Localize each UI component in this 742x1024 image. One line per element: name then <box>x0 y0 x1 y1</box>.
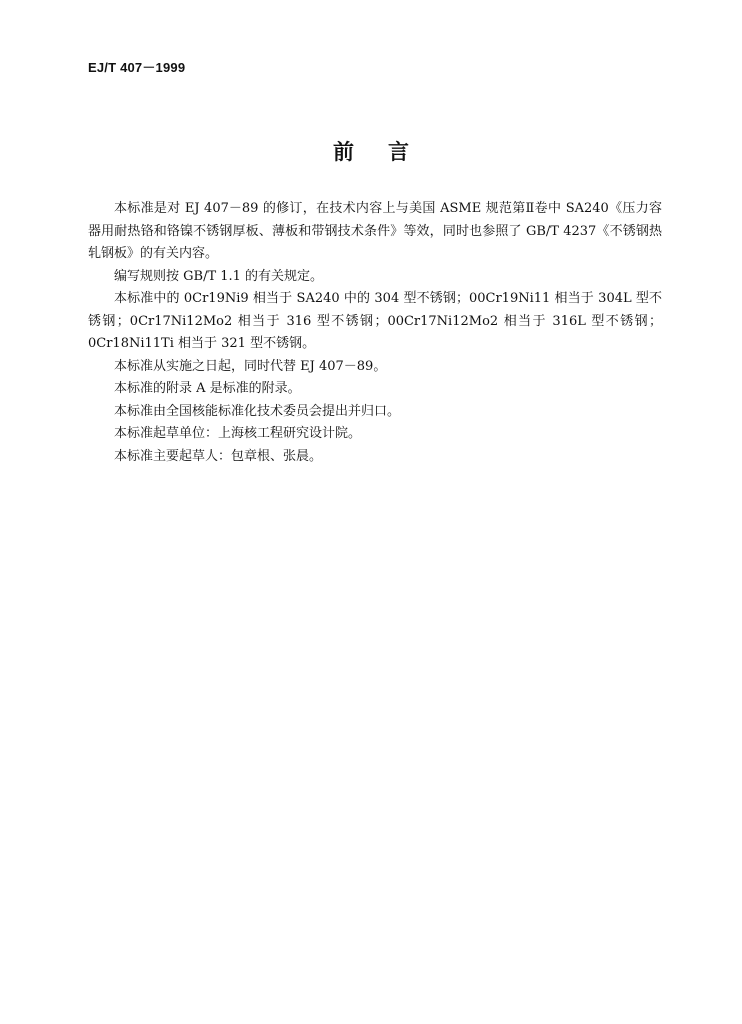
paragraph-drafters: 本标准主要起草人：包章根、张晨。 <box>114 448 323 464</box>
paragraph-drafting-unit: 本标准起草单位：上海核工程研究设计院。 <box>114 426 362 441</box>
paragraph-proposer: 本标准由全国核能标准化技术委员会提出并归口。 <box>114 403 401 419</box>
document-code: EJ/T 407－1999 <box>88 60 186 75</box>
paragraph-steel-equivalents: 本标准中的 0Cr19Ni9 相当于 SA240 中的 304 型不锈钢；00Cr19Ni11 相当于 304L 型不锈钢；0Cr17Ni12Mo2 相当于 316 型不锈钢；00Cr17Ni12Mo2 相当于 316L 型不锈钢；0Cr18Ni11Ti 相当于 321 型不锈钢。 <box>88 291 662 351</box>
paragraph-revision: 本标准是对 EJ 407－89 的修订，在技术内容上与美国 ASME 规范第Ⅱ卷中 SA240《压力容器用耐热铬和铬镍不锈钢厚板、薄板和带钢技术条件》等效，同时也参照了 GB/T 4237《不锈钢热轧钢板》的有关内容。 <box>88 201 662 261</box>
page-title: 前言 <box>333 140 443 164</box>
paragraph-replacement: 本标准从实施之日起，同时代替 EJ 407－89。 <box>114 358 387 374</box>
paragraph-drafting-rules: 编写规则按 GB/T 1.1 的有关规定。 <box>114 268 324 284</box>
paragraph-appendix: 本标准的附录 A 是标准的附录。 <box>114 381 301 396</box>
foreword-body <box>88 198 662 468</box>
